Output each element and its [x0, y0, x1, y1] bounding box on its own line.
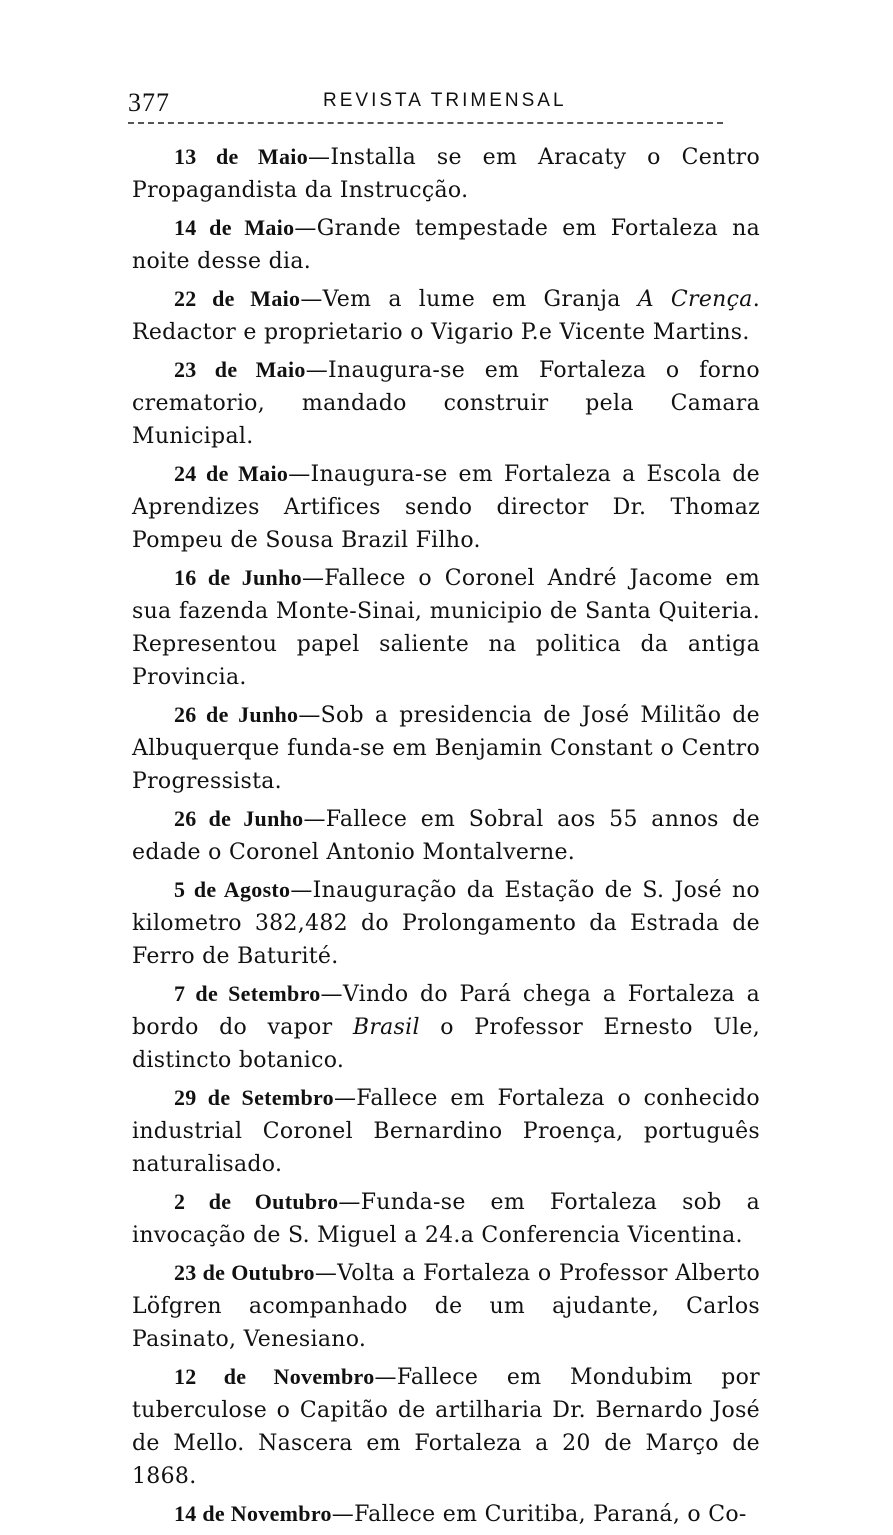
chronology-list: [132, 140, 760, 1535]
entry-date: 13 de Maio: [174, 144, 309, 169]
page-number: 377: [128, 88, 170, 117]
chronology-entry: [132, 561, 760, 694]
entry-date: 22 de Maio: [174, 286, 301, 311]
chronology-entry: [132, 1185, 760, 1252]
chronology-entry: [132, 140, 760, 207]
entry-text: —Grande tempestade em Fortaleza na noite desse dia.: [132, 216, 760, 274]
page-header: [128, 88, 728, 128]
header-rule: [128, 122, 723, 124]
entry-text: —Funda-se em Fortaleza sob a invocação de S. Miguel a 24.a Conferencia Vicentina.: [132, 1190, 760, 1248]
entry-date: 12 de Novembro: [174, 1364, 375, 1389]
entry-date: 14 de Maio: [174, 215, 295, 240]
chronology-entry: [132, 977, 760, 1077]
entry-date: 26 de Junho: [174, 702, 299, 727]
entry-text: —Vem a lume em Granja: [300, 287, 638, 312]
entry-text: —Vindo do Pará chega a Fortaleza a bordo do vapor: [132, 982, 760, 1040]
entry-date: 14 de Novembro: [174, 1501, 332, 1526]
entry-date: 23 de Outubro: [174, 1260, 315, 1285]
entry-text: —Sob a presidencia de José Militão de Albuquerque funda-se em Benjamin Constant o Centro Progressista.: [132, 703, 760, 794]
chronology-entry: [132, 1081, 760, 1181]
entry-date: 24 de Maio: [174, 461, 289, 486]
chronology-entry: [132, 353, 760, 453]
entry-italic-title: A Crença: [637, 287, 753, 312]
entry-date: 29 de Setembro: [174, 1085, 334, 1110]
chronology-entry: [132, 457, 760, 557]
entry-italic-title: Brasil: [352, 1015, 420, 1040]
entry-date: 16 de Junho: [174, 565, 302, 590]
entry-date: 5 de Agosto: [174, 877, 291, 902]
entry-text: —Fallece em Mondubim por tuberculose o Capitão de artilharia Dr. Bernardo José de Mello. Nascera em Fortaleza a 20 de Março de 1868.: [132, 1365, 761, 1489]
entry-text: o Professor Ernesto Ule, distincto botanico.: [132, 1015, 760, 1073]
entry-date: 7 de Setembro: [174, 981, 321, 1006]
entry-text: —Fallece o Coronel André Jacome em sua fazenda Monte-Sinai, municipio de Santa Quiteria. Representou papel saliente na politica da antiga Provincia.: [132, 566, 760, 690]
entry-text: —Inaugura-se em Fortaleza a Escola de Aprendizes Artifices sendo director Dr. Thomaz Pompeu de Sousa Brazil Filho.: [132, 462, 760, 553]
entry-text: —Volta a Fortaleza o Professor Alberto Löfgren acompanhado de um ajudante, Carlos Pasinato, Venesiano.: [132, 1261, 760, 1352]
chronology-entry: [132, 802, 760, 869]
entry-date: 23 de Maio: [174, 357, 306, 382]
entry-text: —Fallece em Fortaleza o conhecido industrial Coronel Bernardino Proença, português naturalisado.: [132, 1086, 760, 1177]
entry-text: —Installa se em Aracaty o Centro Propagandista da Instrucção.: [132, 145, 760, 203]
chronology-entry: [132, 873, 760, 973]
entry-text: —Inaugura-se em Fortaleza o forno crematorio, mandado construir pela Camara Municipal.: [132, 358, 760, 449]
running-title: REVISTA TRIMENSAL: [323, 90, 567, 111]
chronology-entry: [132, 282, 760, 349]
chronology-entry: [132, 1497, 760, 1531]
entry-date: 26 de Junho: [174, 806, 304, 831]
entry-text: —Fallece em Sobral aos 55 annos de edade o Coronel Antonio Montalverne.: [132, 807, 760, 865]
chronology-entry: [132, 1256, 760, 1356]
entry-date: 2 de Outubro: [174, 1189, 339, 1214]
entry-text: . Redactor e proprietario o Vigario P.e Vicente Martins.: [132, 287, 760, 345]
entry-text: —Fallece em Curitiba, Paraná, o Co-: [331, 1502, 747, 1527]
chronology-entry: [132, 698, 760, 798]
chronology-entry: [132, 211, 760, 278]
chronology-entry: [132, 1360, 760, 1493]
entry-text: —Inauguração da Estação de S. José no kilometro 382,482 do Prolongamento da Estrada de Ferro de Baturité.: [132, 878, 760, 969]
